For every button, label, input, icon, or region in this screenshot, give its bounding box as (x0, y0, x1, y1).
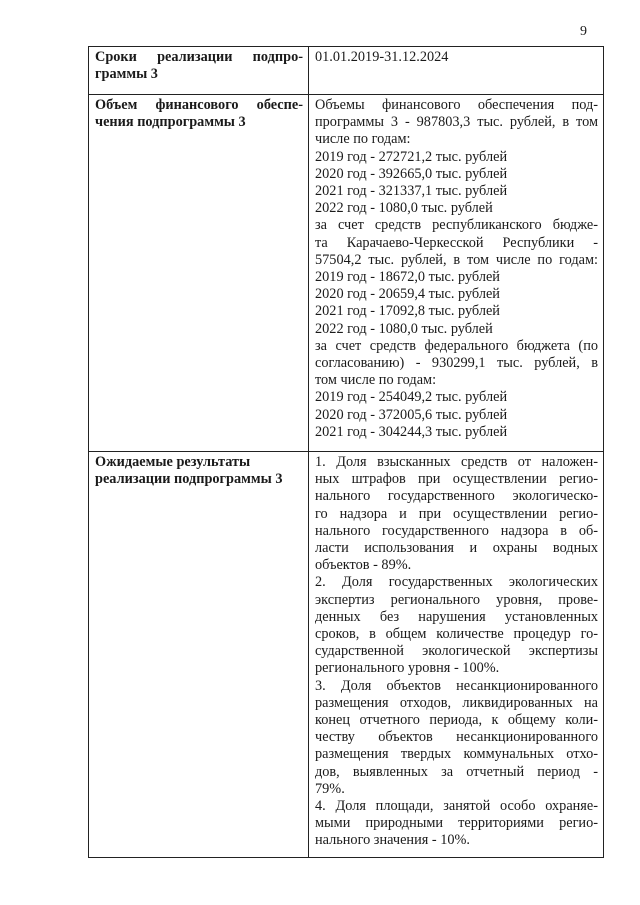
cell-text-line: конец отчетного периода, к общему коли- (315, 712, 598, 729)
cell-text-line: 2020 год - 392665,0 тыс. рублей (315, 165, 508, 182)
cell-text-line: дов, выявленных за отчетный период - (315, 763, 598, 780)
cell-text-line: 2022 год - 1080,0 тыс. рублей (315, 200, 493, 217)
cell-text-line: 2019 год - 272721,2 тыс. рублей (315, 148, 508, 165)
cell-text-line: Объемы финансового обеспечения под- (315, 97, 598, 113)
cell-text-line: 57504,2 тыс. рублей, в том числе по годам: (315, 251, 598, 268)
cell-text-line: 2021 год - 321337,1 тыс. рублей (315, 183, 508, 200)
cell-text-line: 2020 год - 372005,6 тыс. рублей (315, 406, 508, 423)
cell-text-line: ласти использования и охраны водных (315, 540, 598, 557)
cell-text-line: 4. Доля площади, занятой особо охраняе- (315, 798, 598, 815)
cell-text-line: экспертиз регионального уровня, прове- (315, 591, 598, 608)
table-row-financing (89, 95, 604, 452)
cell-text-line: 2019 год - 254049,2 тыс. рублей (315, 389, 508, 406)
cell-text-line: Сроки реализации подпро- (95, 49, 303, 65)
cell-text-line: числе по годам: (315, 131, 411, 148)
cell-text-line: том числе по годам: (315, 372, 437, 389)
cell-text-line: Объем финансового обеспе- (95, 97, 303, 113)
table-row-terms (89, 47, 604, 95)
value-cell-terms (309, 47, 604, 95)
cell-text-line: 01.01.2019-31.12.2024 (315, 49, 449, 65)
cell-text-line: сударственной экологической экспертизы (315, 643, 598, 660)
cell-text-line: 2020 год - 20659,4 тыс. рублей (315, 286, 500, 303)
label-cell-terms (89, 47, 309, 95)
cell-text-line: го надзора и при осуществлении регио- (315, 505, 598, 522)
cell-text-line: размещения отходов, ликвидированных на (315, 694, 598, 711)
cell-text-line: реализации подпрограммы 3 (95, 471, 283, 488)
cell-text-line: сроков, в общем количестве процедур го- (315, 626, 598, 643)
cell-text-line: нального значения - 10%. (315, 832, 470, 849)
cell-text-line: 79%. (315, 780, 345, 797)
cell-text-line: нального государственного надзора в об- (315, 522, 598, 539)
cell-text-line: 3. Доля объектов несанкционированного (315, 677, 598, 694)
value-cell-results (309, 452, 604, 858)
cell-text-line: та Карачаево-Черкесской Республики - (315, 234, 598, 251)
cell-text-line: нального государственного экологическо- (315, 488, 598, 505)
label-cell-financing (89, 95, 309, 452)
cell-text-line: 2021 год - 304244,3 тыс. рублей (315, 423, 508, 440)
cell-text-line: 1. Доля взысканных средств от наложен- (315, 454, 598, 470)
cell-text-line: 2019 год - 18672,0 тыс. рублей (315, 269, 500, 286)
label-cell-results (89, 452, 309, 858)
page-number: 9 (580, 24, 587, 39)
subprogram-passport-table (88, 46, 604, 858)
cell-text-line: 2022 год - 1080,0 тыс. рублей (315, 320, 493, 337)
cell-text-line: Ожидаемые результаты (95, 454, 251, 470)
cell-text-line: 2. Доля государственных экологических (315, 574, 598, 591)
cell-text-line: объектов - 89%. (315, 557, 412, 574)
cell-text-line: размещения твердых коммунальных отхо- (315, 746, 598, 763)
cell-text-line: регионального уровня - 100%. (315, 660, 500, 677)
cell-text-line: ных штрафов при осуществлении регио- (315, 471, 598, 488)
cell-text-line: чения подпрограммы 3 (95, 114, 246, 131)
cell-text-line: за счет средств федерального бюджета (по (315, 337, 598, 354)
cell-text-line: 2021 год - 17092,8 тыс. рублей (315, 303, 500, 320)
cell-text-line: согласованию) - 930299,1 тыс. рублей, в (315, 355, 598, 372)
cell-text-line: граммы 3 (95, 66, 158, 83)
cell-text-line: программы 3 - 987803,3 тыс. рублей, в том (315, 114, 598, 131)
cell-text-line: за счет средств республиканского бюдже- (315, 217, 598, 234)
cell-text-line: мыми природными территориями регио- (315, 815, 598, 832)
cell-text-line: честву объектов несанкционированного (315, 729, 598, 746)
table-row-results (89, 452, 604, 858)
cell-text-line: денных без нарушения установленных (315, 608, 598, 625)
value-cell-financing (309, 95, 604, 452)
